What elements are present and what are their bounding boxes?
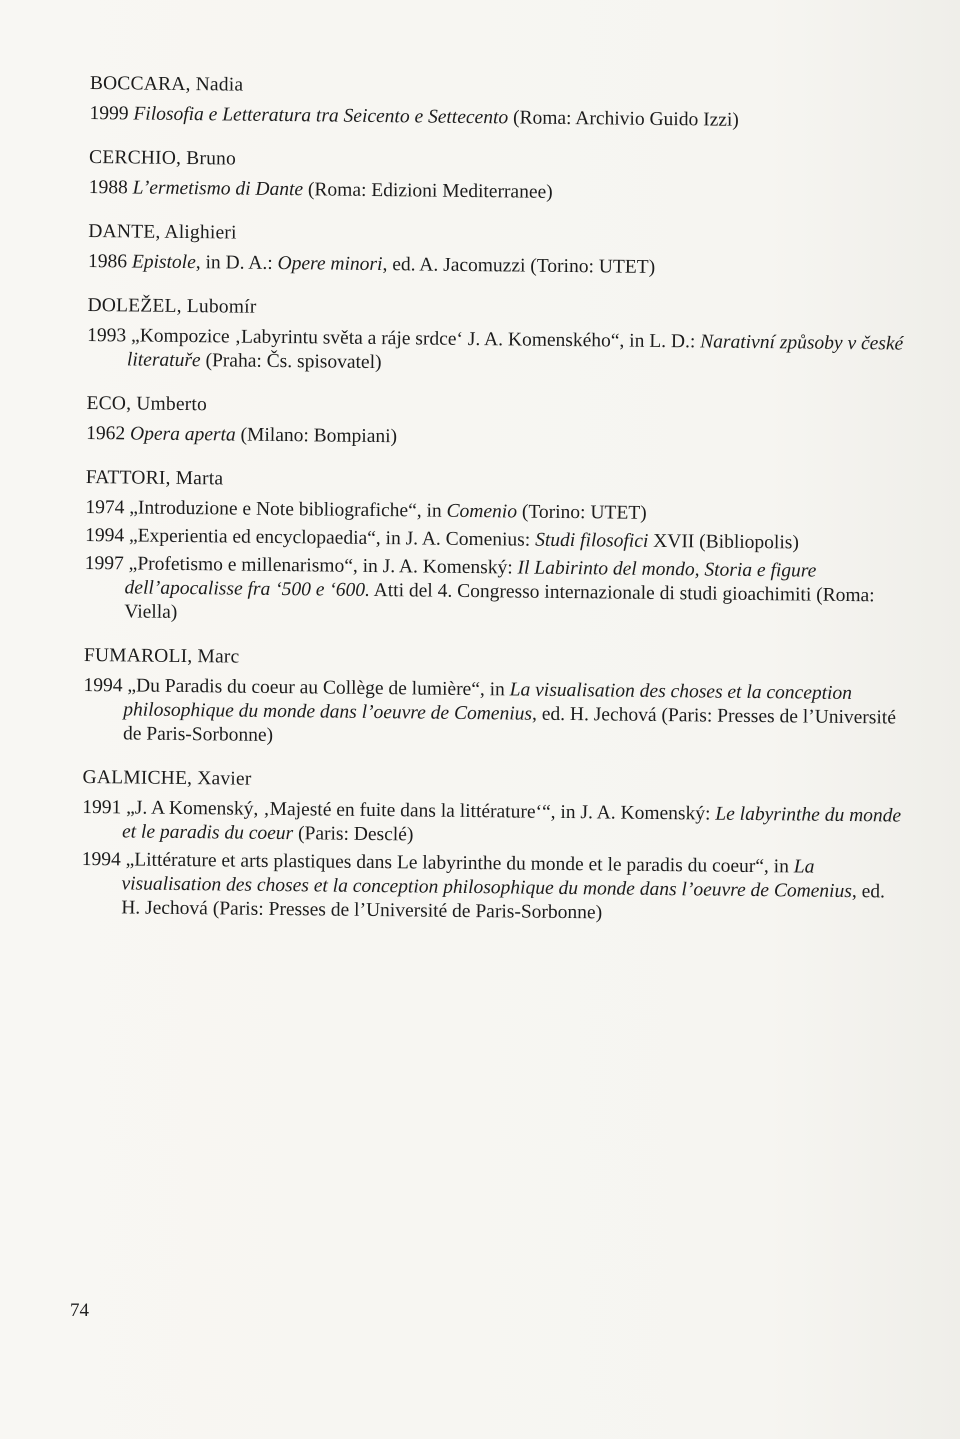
work-text: 1988 [88, 176, 133, 199]
work-title: Comenio [446, 500, 518, 523]
work-title: La visualisation des choses et la conception philosophique du monde dans l’oeuvre de Comenius [123, 679, 853, 725]
bibliography-entry [84, 466, 906, 633]
work-text: 1994 „Littérature et arts plastiques dans Le labyrinthe du monde et le paradis du coeur“, in [81, 848, 794, 878]
entry-work [88, 250, 908, 283]
page-number: 74 [70, 1300, 89, 1321]
entry-author: GALMICHE, Xavier [82, 766, 252, 790]
bibliography-entry [81, 766, 903, 929]
work-text: (Torino: UTET) [516, 501, 647, 524]
bibliography-entry [87, 294, 908, 381]
work-title: Filosofia e Letteratura tra Seicento e Settecento [133, 103, 509, 129]
work-text: (Milano: Bompiani) [235, 424, 398, 448]
bibliography-entry [86, 392, 907, 455]
work-text: 1999 [89, 102, 134, 125]
work-text: 1991 „J. A Komenský, ‚Majesté en fuite dans la littérature‘“, in J. A. Komenský: [82, 796, 716, 825]
work-text: , ed. H. Jechová (Paris: Presses de l’Université de Paris-Sorbonne) [122, 703, 897, 746]
work-title: Narativní způsoby v české literatuře [126, 331, 904, 372]
work-title: Il Labirinto del mondo, Storia e figure dell’apocalisse fra ‘500 e ‘600. [124, 557, 817, 601]
entry-work [85, 524, 905, 557]
work-text: 1986 [87, 250, 132, 273]
work-title: Studi filosofici [535, 529, 649, 552]
work-title: Opera aperta [129, 423, 236, 446]
entry-author: DANTE, Alighieri [88, 220, 237, 244]
entry-work [84, 552, 905, 633]
work-title: La visualisation des choses et la conception philosophique du monde dans l’oeuvre de Comenius [121, 856, 852, 903]
work-text: 1974 „Introduzione e Note bibliografiche“, in [85, 496, 447, 522]
work-text: , ed. H. Jechová (Paris: Presses de l’Université de Paris-Sorbonne) [121, 881, 886, 924]
work-text: 1994 „Experientia ed encyclopaedia“, in J. A. Comenius: [85, 524, 536, 551]
entry-work [82, 796, 902, 853]
work-text: , ed. A. Jacomuzzi (Torino: UTET) [382, 254, 656, 278]
work-text: XVII (Bibliopolis) [648, 530, 800, 554]
entry-author: FATTORI, Marta [85, 466, 224, 490]
work-text: 1962 [86, 422, 131, 445]
work-text: 1994 „Du Paradis du coeur au Collège de lumière“, in [83, 674, 510, 701]
work-text: , in D. A.: [195, 252, 278, 274]
entry-work [87, 324, 907, 381]
work-text: (Roma: Archivio Guido Izzi) [508, 107, 739, 131]
entry-author: FUMAROLI, Marc [83, 644, 240, 668]
work-text: Atti del 4. Congresso internazionale di studi gioachimiti (Roma: Viella) [124, 579, 875, 623]
bibliography-list [81, 72, 910, 949]
entry-work [89, 102, 909, 135]
entry-author: DOLEŽEL, Lubomír [87, 294, 257, 318]
work-title: Opere minori [277, 252, 383, 276]
work-text: (Paris: Desclé) [293, 823, 414, 846]
work-title: L’ermetismo di Dante [132, 177, 304, 201]
work-text: 1993 „Kompozice ‚Labyrintu světa a ráje srdce‘ J. A. Komenského“, in L. D.: [87, 324, 701, 353]
entry-author: ECO, Umberto [86, 392, 208, 416]
bibliography-entry [89, 72, 910, 135]
entry-work [81, 848, 902, 929]
bibliography-entry [88, 220, 909, 283]
entry-work [85, 496, 905, 529]
bibliography-entry [89, 146, 910, 209]
entry-work [89, 176, 909, 209]
work-title: Epistole [131, 251, 196, 274]
entry-work [83, 674, 904, 755]
work-text: 1997 „Profetismo e millenarismo“, in J. A. Komenský: [84, 552, 518, 579]
entry-author: CERCHIO, Bruno [88, 146, 237, 170]
bibliography-entry [83, 644, 904, 755]
work-text: (Praha: Čs. spisovatel) [200, 350, 382, 374]
entry-author: BOCCARA, Nadia [89, 72, 244, 96]
work-text: (Roma: Edizioni Mediterranee) [302, 179, 553, 203]
work-title: Le labyrinthe du monde et le paradis du coeur [121, 803, 902, 845]
entry-work [86, 422, 906, 455]
